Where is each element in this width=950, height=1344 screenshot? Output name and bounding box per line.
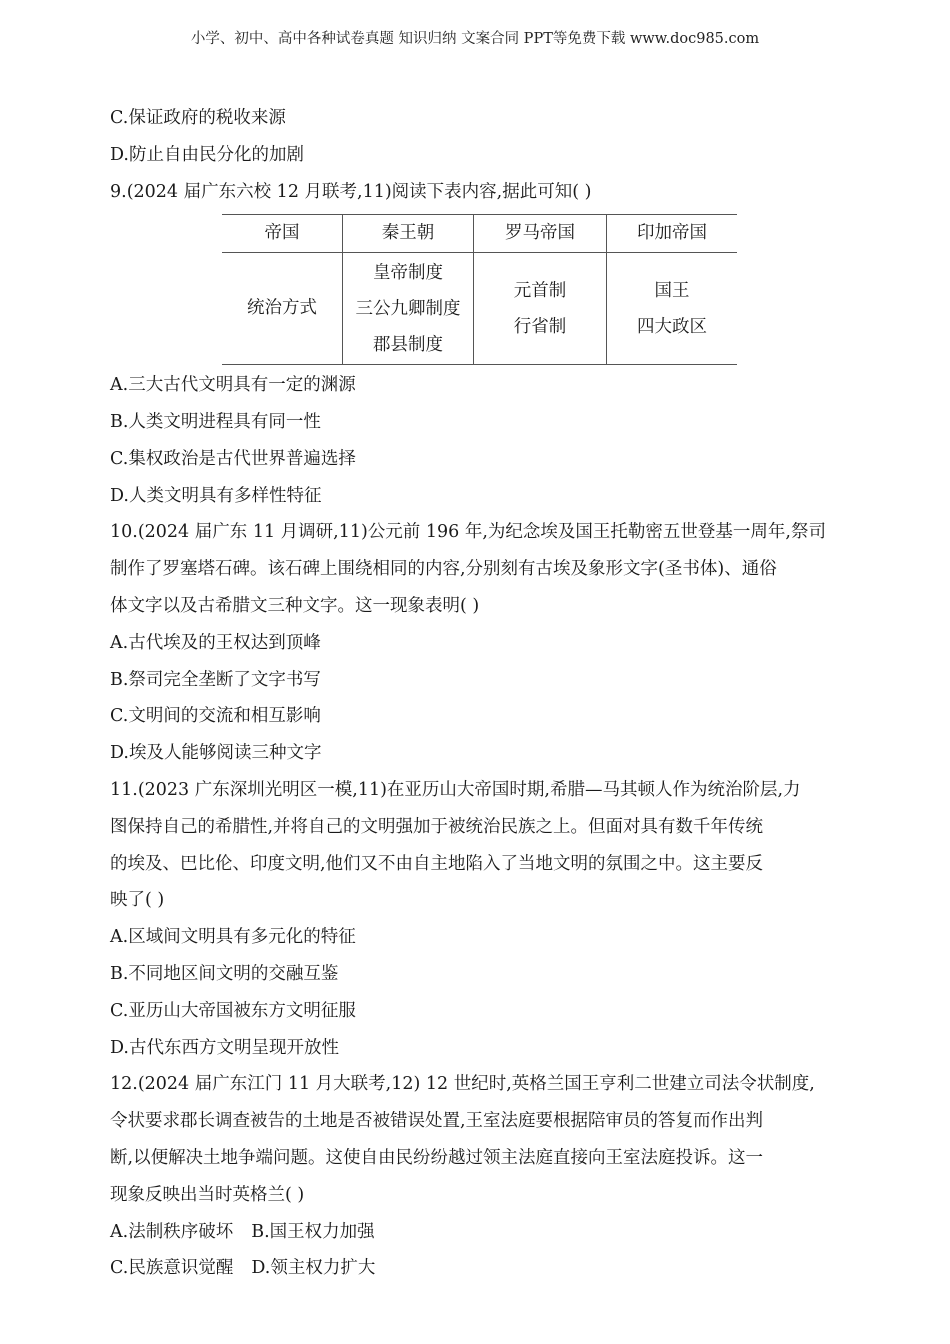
q10-option-c: C.文明间的交流和相互影响 <box>110 706 321 727</box>
question-content <box>110 100 842 1287</box>
q8-option-d: D.防止自由民分化的加剧 <box>110 144 304 165</box>
q9-option-b: B.人类文明进程具有同一性 <box>110 411 321 432</box>
q9-option-c: C.集权政治是古代世界普遍选择 <box>110 448 356 469</box>
table-header-qin: 秦王朝 <box>343 215 474 253</box>
inca-item: 国王 <box>654 280 690 301</box>
q10-stem-line: 体文字以及古希腊文三种文字。这一现象表明( ) <box>110 595 480 616</box>
q12-option-c: C.民族意识觉醒 <box>110 1258 234 1279</box>
q12-option-b: B.国王权力加强 <box>251 1221 375 1242</box>
qin-item: 三公九卿制度 <box>355 298 461 319</box>
table-header-empire: 帝国 <box>264 223 300 244</box>
rome-item: 元首制 <box>513 280 567 301</box>
q11-stem-line: 图保持自己的希腊性,并将自己的文明强加于被统治民族之上。但面对具有数千年传统 <box>110 816 764 837</box>
q8-option-c: C.保证政府的税收来源 <box>110 108 286 128</box>
q11-stem-line: 11.(2023 广东深圳光明区一模,11)在亚历山大帝国时期,希腊—马其顿人作为统治阶层,力 <box>110 779 801 800</box>
table-cell-inca <box>607 253 738 365</box>
q11-stem-line: 映了( ) <box>110 890 165 911</box>
rome-item: 行省制 <box>513 316 567 337</box>
q12-option-a: A.法制秩序破坏 <box>110 1221 234 1242</box>
q12-options-row-1 <box>110 1214 842 1251</box>
q12-stem-line: 12.(2024 届广东江门 11 月大联考,12) 12 世纪时,英格兰国王亨利二世建立司法令状制度, <box>110 1074 815 1095</box>
table-cell-rome <box>474 253 607 365</box>
inca-item: 四大政区 <box>637 316 707 337</box>
q9-option-d: D.人类文明具有多样性特征 <box>110 485 322 506</box>
table-row-label: 统治方式 <box>247 298 317 319</box>
qin-item: 郡县制度 <box>373 334 443 355</box>
q11-stem-line: 的埃及、巴比伦、印度文明,他们又不由自主地陷入了当地文明的氛围之中。这主要反 <box>110 853 764 874</box>
q12-stem-line: 令状要求郡长调查被告的土地是否被错误处置,王室法庭要根据陪审员的答复而作出判 <box>110 1111 764 1132</box>
q10-option-b: B.祭司完全垄断了文字书写 <box>110 669 321 690</box>
table-header-rome: 罗马帝国 <box>474 215 607 253</box>
q12-option-d: D.领主权力扩大 <box>251 1258 376 1279</box>
q11-option-c: C.亚历山大帝国被东方文明征服 <box>110 1000 356 1021</box>
q11-option-b: B.不同地区间文明的交融互鉴 <box>110 963 339 984</box>
q11-option-a: A.区域间文明具有多元化的特征 <box>110 927 356 948</box>
table-header-inca: 印加帝国 <box>607 215 738 253</box>
q11-option-d: D.古代东西方文明呈现开放性 <box>110 1037 339 1058</box>
q10-stem-line: 制作了罗塞塔石碑。该石碑上围绕相同的内容,分别刻有古埃及象形文字(圣书体)、通俗 <box>110 559 777 580</box>
q10-option-d: D.埃及人能够阅读三种文字 <box>110 743 322 764</box>
q9-option-a: A.三大古代文明具有一定的渊源 <box>110 375 356 396</box>
q9-comparison-table <box>222 214 737 365</box>
q9-stem: 9.(2024 届广东六校 12 月联考,11)阅读下表内容,据此可知( ) <box>110 181 592 202</box>
qin-item: 皇帝制度 <box>373 262 443 283</box>
q10-option-a: A.古代埃及的王权达到顶峰 <box>110 632 321 653</box>
q12-stem-line: 现象反映出当时英格兰( ) <box>110 1184 305 1205</box>
q12-stem-line: 断,以便解决土地争端问题。这使自由民纷纷越过领主法庭直接向王室法庭投诉。这一 <box>110 1147 764 1168</box>
page-header: 小学、初中、高中各种试卷真题 知识归纳 文案合同 PPT等免费下载 www.doc985.com <box>190 31 760 47</box>
q12-options-row-2 <box>110 1250 842 1287</box>
table-cell-qin <box>343 253 474 365</box>
q10-stem-line: 10.(2024 届广东 11 月调研,11)公元前 196 年,为纪念埃及国王托勒密五世登基一周年,祭司 <box>110 522 826 543</box>
